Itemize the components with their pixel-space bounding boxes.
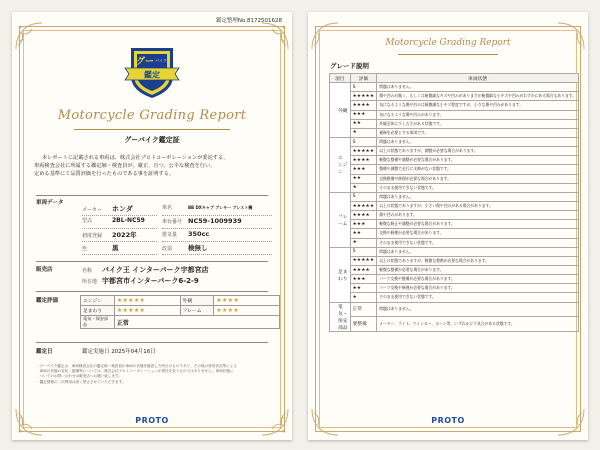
- grade-category: フレーム: [330, 192, 351, 247]
- grade-score: ★★★★: [350, 211, 377, 220]
- grade-score: ★★★★★: [350, 92, 377, 101]
- color-field: 色 黒: [82, 244, 119, 252]
- grade-description: 以上の状態でありますが、調整が必要な場合があります。: [377, 147, 579, 156]
- grade-description: 交換や修理が必要な場合があります。: [377, 229, 579, 238]
- dealer-address-field: 所在地 宇都宮市インターパーク6-2-9: [82, 277, 199, 285]
- grade-description: 交換整備や修理が必要な場合があります。: [377, 174, 579, 183]
- table-row: エンジン ★★★★★ 外観 ★★★★: [81, 296, 280, 306]
- table-row: [330, 302, 579, 317]
- proto-logo: PROTO: [431, 416, 465, 425]
- grade-category: エンジン: [330, 137, 351, 192]
- intro-line: 車両検査会社に所属する鑑定師・検査員が、厳正、且つ、公平な検査を行い、: [34, 163, 216, 169]
- grade-score: ★★★: [350, 165, 377, 174]
- grade-description: パーツ交換や修理が必要な場合があります。: [377, 284, 579, 293]
- grade-score: ★: [350, 128, 377, 137]
- table-row: [330, 183, 579, 192]
- grade-score: ★★★: [350, 110, 377, 119]
- certificate-page: [12, 12, 292, 440]
- table-row: [330, 101, 579, 110]
- grade-score: ★★★★★: [350, 147, 377, 156]
- table-row: [330, 256, 579, 265]
- evaluation-table: [80, 295, 280, 329]
- intro-line: 本レポートに記載される車両は、株式会社プロトコーポレーションが委託する、: [42, 155, 229, 161]
- appraisal-date: 鑑定実施日 2025年04月16日: [82, 349, 156, 355]
- grade-score: ★★★★★: [350, 201, 377, 210]
- table-row: [330, 201, 579, 210]
- title-underline: [398, 54, 498, 55]
- badge-top-text: グー: [135, 57, 155, 67]
- grade-description: 軽微な修正や調整が必要な場合があります。: [377, 220, 579, 229]
- table-row: [330, 317, 579, 332]
- grade-description: 気になるような傷や凹みは極微細な小キズ程度ですが、小さな傷や凹みがあります。: [377, 101, 579, 110]
- grade-description: 外観全体に少し古さがある状態です。: [377, 119, 579, 128]
- frame-stars: ★★★★: [214, 306, 280, 316]
- grade-score: 正常: [350, 302, 377, 317]
- section-divider: [36, 195, 268, 196]
- displacement-field: 排気量 350cc: [162, 230, 210, 238]
- certificate-number: 鑑定整理No.8172501628: [215, 18, 282, 24]
- intro-paragraph: [34, 154, 270, 178]
- grade-score: ★★★: [350, 275, 377, 284]
- corner-ornament-icon: [260, 21, 290, 51]
- section-divider: [36, 261, 268, 262]
- maker-field: メーカー ホンダ: [82, 205, 133, 213]
- grade-score: S: [350, 247, 377, 256]
- corner-ornament-icon: [14, 21, 44, 51]
- grade-description: 整備や調整で走行に支障がない状態です。: [377, 165, 579, 174]
- grade-description: そのまま使用できない状態です。: [377, 293, 579, 302]
- grade-description: そのまま使用できない状態です。: [377, 183, 579, 192]
- dealer-name-field: 名称 バイク王 インターパーク宇都宮店: [82, 266, 209, 274]
- modification-field: 改造 検無し: [162, 244, 208, 252]
- dealer-label: 販売店: [36, 267, 53, 273]
- grade-description: 傷や凹みがあります。: [377, 211, 579, 220]
- grade-score: S: [350, 192, 377, 201]
- type-field: 型式 2BL-NC59: [82, 217, 145, 224]
- grade-explanation-title: グレード説明: [330, 62, 369, 70]
- exterior-stars: ★★★★: [214, 296, 280, 306]
- model-field: 車名 BB DXキャブ ブレキー ブレスト機: [162, 205, 253, 211]
- header-item: 項目: [330, 74, 351, 83]
- grade-score: ★★★★★: [350, 256, 377, 265]
- grade-description: 傷や凹みが無く、もしくは極微細なキズや凹みがありますが極微細な小キズや凹みがわずかにある場合もあります。: [377, 92, 579, 101]
- grade-score: ★★: [350, 119, 377, 128]
- grade-score: ★★★: [350, 220, 377, 229]
- table-row: [330, 147, 579, 156]
- table-row: [330, 174, 579, 183]
- table-row: 電気・保安部品 正常: [81, 316, 280, 329]
- goo-bike-appraisal-badge-icon: [123, 42, 181, 100]
- appraisal-date-label: 鑑定日: [36, 349, 53, 355]
- table-row: 足まわり ★★★★★ フレーム ★★★★: [81, 306, 280, 316]
- report-script-title: Motorcycle Grading Report: [57, 108, 247, 123]
- table-row: [330, 220, 579, 229]
- grade-description: 問題はありません。: [377, 302, 579, 317]
- table-row: [330, 238, 579, 247]
- table-row: [330, 92, 579, 101]
- section-divider: [36, 291, 268, 292]
- table-row: [330, 156, 579, 165]
- footnotes: ・グーバイク鑑定は、車両検査会社の鑑定師・検査員が車両の状態を確認した時点のものであり、その後の使用状況等による 車両の状態の変化・損傷等については、株式会社プロトコーポレーションが責任を負うものではありません。車両状態に ついてのお問い合わせは販売店へお願い致します。 ・鑑定情報の二次利用は固く禁止させていただきます。: [36, 364, 237, 384]
- engine-stars: ★★★★★: [114, 296, 180, 306]
- grade-score: ★★★★: [350, 265, 377, 274]
- grade-score: ★★★★: [350, 156, 377, 165]
- grade-description: そのまま使用できない状態です。: [377, 238, 579, 247]
- grade-description: 補修を必要とする車両です。: [377, 128, 579, 137]
- grade-description: 問題はありません。: [377, 83, 579, 92]
- table-row: [330, 211, 579, 220]
- table-row: [330, 265, 579, 274]
- intro-line: 定める基準にて品質評価を行ったものである事を証明する。: [34, 171, 175, 177]
- proto-logo: PROTO: [135, 416, 169, 425]
- suspension-stars: ★★★★★: [114, 306, 180, 316]
- table-row: [330, 284, 579, 293]
- grade-category: 外観: [330, 83, 351, 138]
- table-row: [330, 293, 579, 302]
- badge-side-text: バイク: [155, 58, 167, 63]
- grade-score: ★★: [350, 174, 377, 183]
- grade-score: 要整備: [350, 317, 377, 332]
- grade-description: 気になるような傷や凹みがあります。: [377, 110, 579, 119]
- grade-explanation-page: [308, 12, 588, 440]
- table-row: [330, 137, 579, 146]
- grade-score: ★: [350, 238, 377, 247]
- title-underline: [74, 129, 230, 130]
- table-header-row: [330, 74, 579, 83]
- grade-score: S: [350, 137, 377, 146]
- evaluation-label: 鑑定評価: [36, 298, 59, 304]
- report-script-title: Motorcycle Grading Report: [385, 38, 511, 48]
- first-registration-field: 初度登録 2022年: [82, 231, 137, 239]
- grade-score: S: [350, 83, 377, 92]
- header-score: 評価: [350, 74, 377, 83]
- grade-description: 以上の状態でありますが、軽微な整備が必要な場合があります。: [377, 256, 579, 265]
- table-row: [330, 165, 579, 174]
- section-divider: [36, 342, 268, 343]
- grade-score: ★: [350, 183, 377, 192]
- grade-description: 問題はありません。: [377, 247, 579, 256]
- table-row: [330, 128, 579, 137]
- grade-score: ★★★★: [350, 101, 377, 110]
- electrical-status: 正常: [114, 316, 279, 329]
- grade-description: 軽微な整備や調整が必要な場合があります。: [377, 156, 579, 165]
- table-row: [330, 247, 579, 256]
- table-row: [330, 275, 579, 284]
- grade-category: 足まわり: [330, 247, 351, 302]
- grade-description: メーター、ライト、ウインカー、ホーン等、いずれかに不具合がある状態です。: [377, 317, 579, 332]
- grade-category: 電気・保安部品: [330, 302, 351, 331]
- header-condition: 車両状態: [377, 74, 579, 83]
- table-row: [330, 229, 579, 238]
- grade-score: ★★: [350, 284, 377, 293]
- table-row: [330, 192, 579, 201]
- table-row: [330, 83, 579, 92]
- frame-number-field: 車台番号 NC59-1009939: [162, 217, 242, 225]
- grade-description: 以上の状態でありますが、小さい傷や凹みがある場合があります。: [377, 201, 579, 210]
- grade-score: ★: [350, 293, 377, 302]
- grade-score: ★★: [350, 229, 377, 238]
- grade-description: 問題はありません。: [377, 137, 579, 146]
- certificate-subtitle: グーバイク鑑定証: [124, 136, 180, 144]
- grade-explanation-table: [329, 73, 579, 332]
- grade-description: パーツ交換や整備が必要な場合があります。: [377, 275, 579, 284]
- table-row: [330, 110, 579, 119]
- grade-description: 問題はありません。: [377, 192, 579, 201]
- vehicle-data-label: 車両データ: [36, 200, 64, 206]
- badge-main-text: 鑑定: [144, 70, 160, 80]
- table-row: [330, 119, 579, 128]
- grade-description: 軽微な整備が必要な場合があります。: [377, 265, 579, 274]
